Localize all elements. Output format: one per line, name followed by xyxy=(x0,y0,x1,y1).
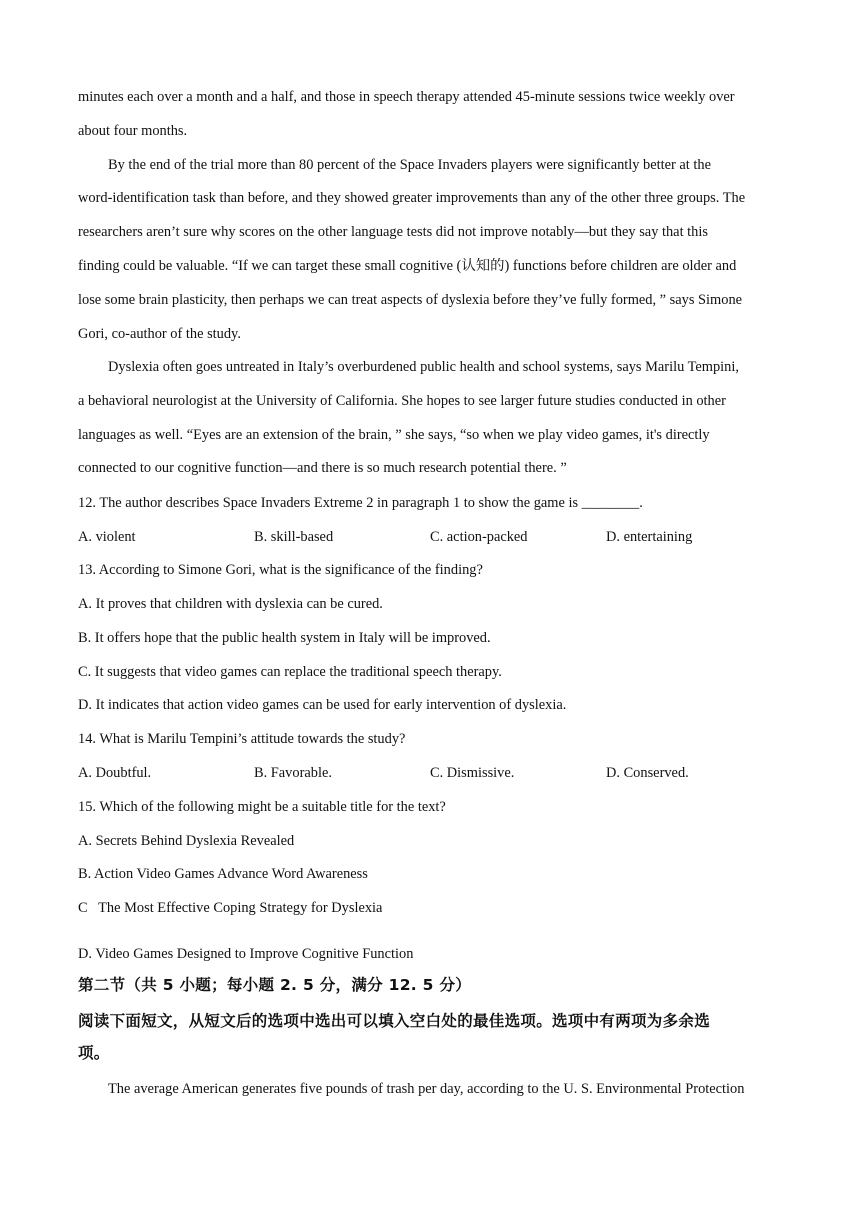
q13-option-a: A. It proves that children with dyslexia can be cured. xyxy=(78,596,383,612)
passage-line: connected to our cognitive function—and there is so much research potential there. ” xyxy=(78,460,567,476)
passage-line: Gori, co-author of the study. xyxy=(78,326,241,342)
passage-line: The average American generates five pounds of trash per day, according to the U. S. Environmental Protection xyxy=(108,1081,745,1097)
q15-option-d: D. Video Games Designed to Improve Cognitive Function xyxy=(78,946,414,962)
passage-line: finding could be valuable. “If we can target these small cognitive (认知的) functions before children are older and xyxy=(78,258,737,274)
question-15-stem: 15. Which of the following might be a suitable title for the text? xyxy=(78,799,446,815)
question-12-stem: 12. The author describes Space Invaders Extreme 2 in paragraph 1 to show the game is ________. xyxy=(78,495,643,511)
q15-option-b: B. Action Video Games Advance Word Awareness xyxy=(78,866,368,882)
passage-line: researchers aren’t sure why scores on the other language tests did not improve notably—but they say that this xyxy=(78,224,708,240)
q12-option-c: C. action-packed xyxy=(430,529,528,545)
q13-option-c: C. It suggests that video games can replace the traditional speech therapy. xyxy=(78,664,502,680)
q14-option-a: A. Doubtful. xyxy=(78,765,152,781)
q14-option-b: B. Favorable. xyxy=(254,765,332,781)
q14-option-d: D. Conserved. xyxy=(606,765,689,781)
section-instruction-continued: 项。 xyxy=(78,1044,110,1062)
q12-option-a: A. violent xyxy=(78,529,136,545)
passage-line: word-identification task than before, and they showed greater improvements than any of the other three groups. The xyxy=(78,190,746,206)
passage-line: minutes each over a month and a half, and those in speech therapy attended 45-minute sessions twice weekly over xyxy=(78,89,735,105)
passage-line: By the end of the trial more than 80 percent of the Space Invaders players were significantly better at the xyxy=(108,157,711,173)
question-13-stem: 13. According to Simone Gori, what is the significance of the finding? xyxy=(78,562,483,578)
q13-option-b: B. It offers hope that the public health system in Italy will be improved. xyxy=(78,630,491,646)
q12-option-b: B. skill-based xyxy=(254,529,334,545)
q15-option-c: C The Most Effective Coping Strategy for Dyslexia xyxy=(78,900,383,916)
passage-line: lose some brain plasticity, then perhaps we can treat aspects of dyslexia before they’ve fully formed, ” says Simone xyxy=(78,292,743,308)
section-heading: 第二节（共 5 小题；每小题 2. 5 分，满分 12. 5 分） xyxy=(78,976,472,994)
question-14-stem: 14. What is Marilu Tempini’s attitude towards the study? xyxy=(78,731,406,747)
section-instruction: 阅读下面短文，从短文后的选项中选出可以填入空白处的最佳选项。选项中有两项为多余选 xyxy=(78,1012,711,1030)
q14-option-c: C. Dismissive. xyxy=(430,765,515,781)
q13-option-d: D. It indicates that action video games can be used for early intervention of dyslexia. xyxy=(78,697,567,713)
passage-line: Dyslexia often goes untreated in Italy’s overburdened public health and school systems, says Marilu Tempini, xyxy=(108,359,739,375)
q12-option-d: D. entertaining xyxy=(606,529,693,545)
q15-option-a: A. Secrets Behind Dyslexia Revealed xyxy=(78,833,295,849)
passage-line: about four months. xyxy=(78,123,188,139)
passage-line: a behavioral neurologist at the University of California. She hopes to see larger future studies conducted in other xyxy=(78,393,726,409)
passage-line: languages as well. “Eyes are an extension of the brain, ” she says, “so when we play video games, it's directly xyxy=(78,427,710,443)
